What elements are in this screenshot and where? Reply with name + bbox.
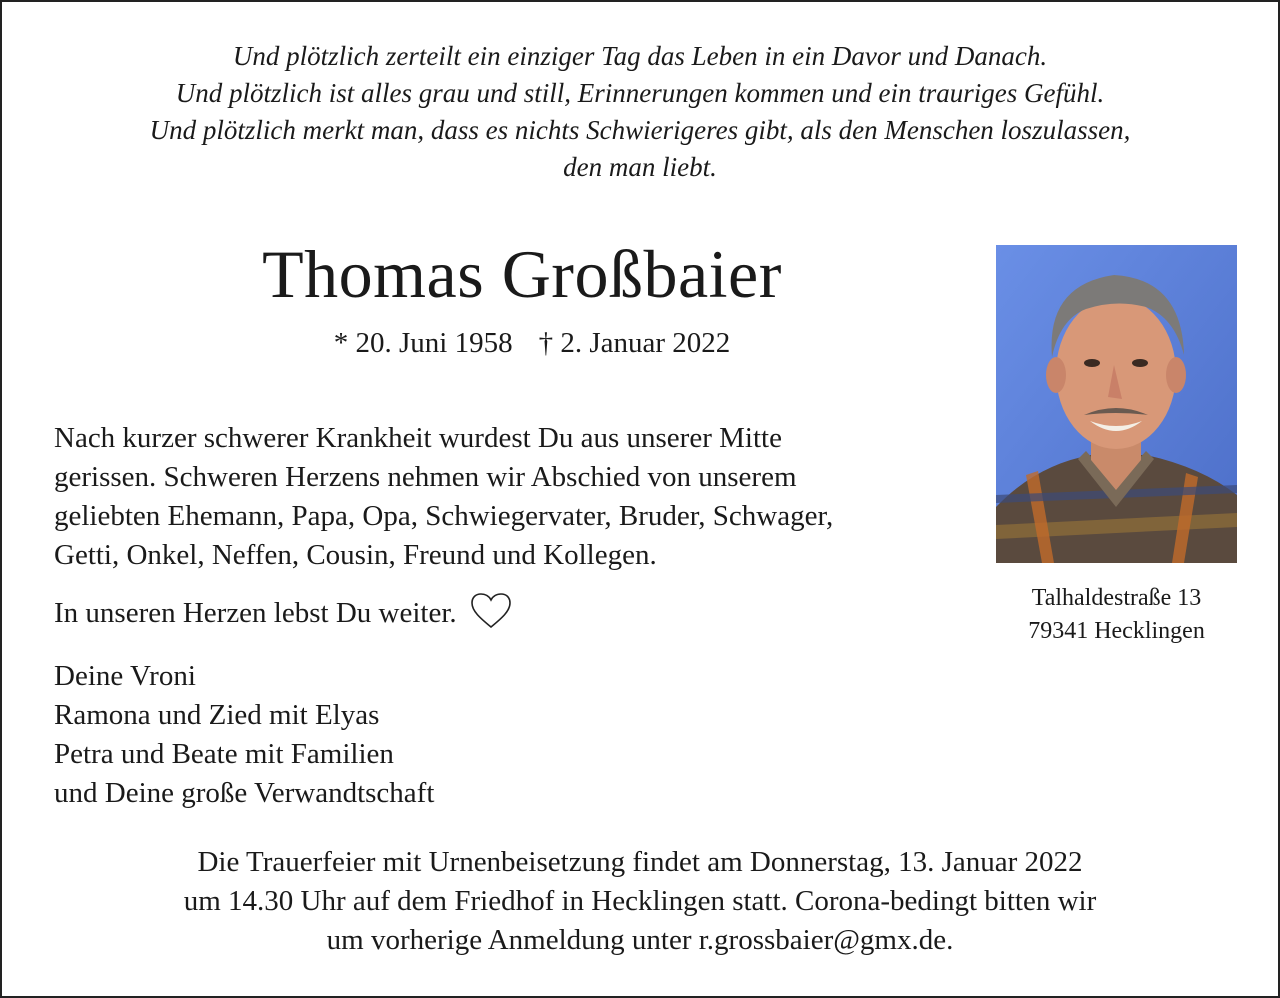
funeral-line: um 14.30 Uhr auf dem Friedhof in Hecklingen statt. Corona-bedingt bitten wir — [183, 885, 1097, 917]
funeral-line: Die Trauerfeier mit Urnenbeisetzung findet am Donnerstag, 13. Januar 2022 — [197, 846, 1083, 878]
poem-line: Und plötzlich ist alles grau und still, Erinnerungen kommen und ein trauriges Gefühl. — [175, 78, 1105, 108]
address — [996, 582, 1237, 648]
message-line: Getti, Onkel, Neffen, Cousin, Freund und Kollegen. — [54, 539, 657, 571]
birth-date: * 20. Juni 1958 — [333, 327, 513, 359]
family-line: Ramona und Zied mit Elyas — [54, 699, 380, 731]
funeral-line: um vorherige Anmeldung unter r.grossbaier@gmx.de. — [326, 924, 954, 956]
death-date: † 2. Januar 2022 — [538, 327, 731, 359]
poem-line: Und plötzlich zerteilt ein einziger Tag das Leben in ein Davor und Danach. — [232, 41, 1048, 71]
family-signatures — [54, 657, 984, 813]
funeral-notice — [2, 843, 1278, 960]
address-street: Talhaldestraße 13 — [1031, 585, 1202, 611]
message-line: Nach kurzer schwerer Krankheit wurdest Du aus unserer Mitte — [54, 422, 782, 454]
family-line: Petra und Beate mit Familien — [54, 738, 394, 770]
message — [54, 419, 984, 575]
closing-line — [54, 592, 984, 641]
family-line: und Deine große Verwandtschaft — [54, 777, 435, 809]
portrait-photo — [996, 245, 1237, 563]
deceased-name: Thomas Großbaier — [262, 236, 782, 312]
poem — [2, 38, 1278, 186]
poem-line: Und plötzlich merkt man, dass es nichts Schwierigeres gibt, als den Menschen loszulassen, — [149, 115, 1131, 145]
poem-line: den man liebt. — [563, 152, 717, 182]
life-dates — [202, 324, 862, 362]
address-city: 79341 Hecklingen — [1028, 618, 1205, 644]
message-line: geliebten Ehemann, Papa, Opa, Schwiegervater, Bruder, Schwager, — [54, 500, 834, 532]
family-line: Deine Vroni — [54, 660, 196, 692]
closing-text: In unseren Herzen lebst Du weiter. — [54, 597, 457, 629]
heart-outline-icon — [470, 592, 512, 641]
message-line: gerissen. Schweren Herzens nehmen wir Abschied von unserem — [54, 461, 797, 493]
